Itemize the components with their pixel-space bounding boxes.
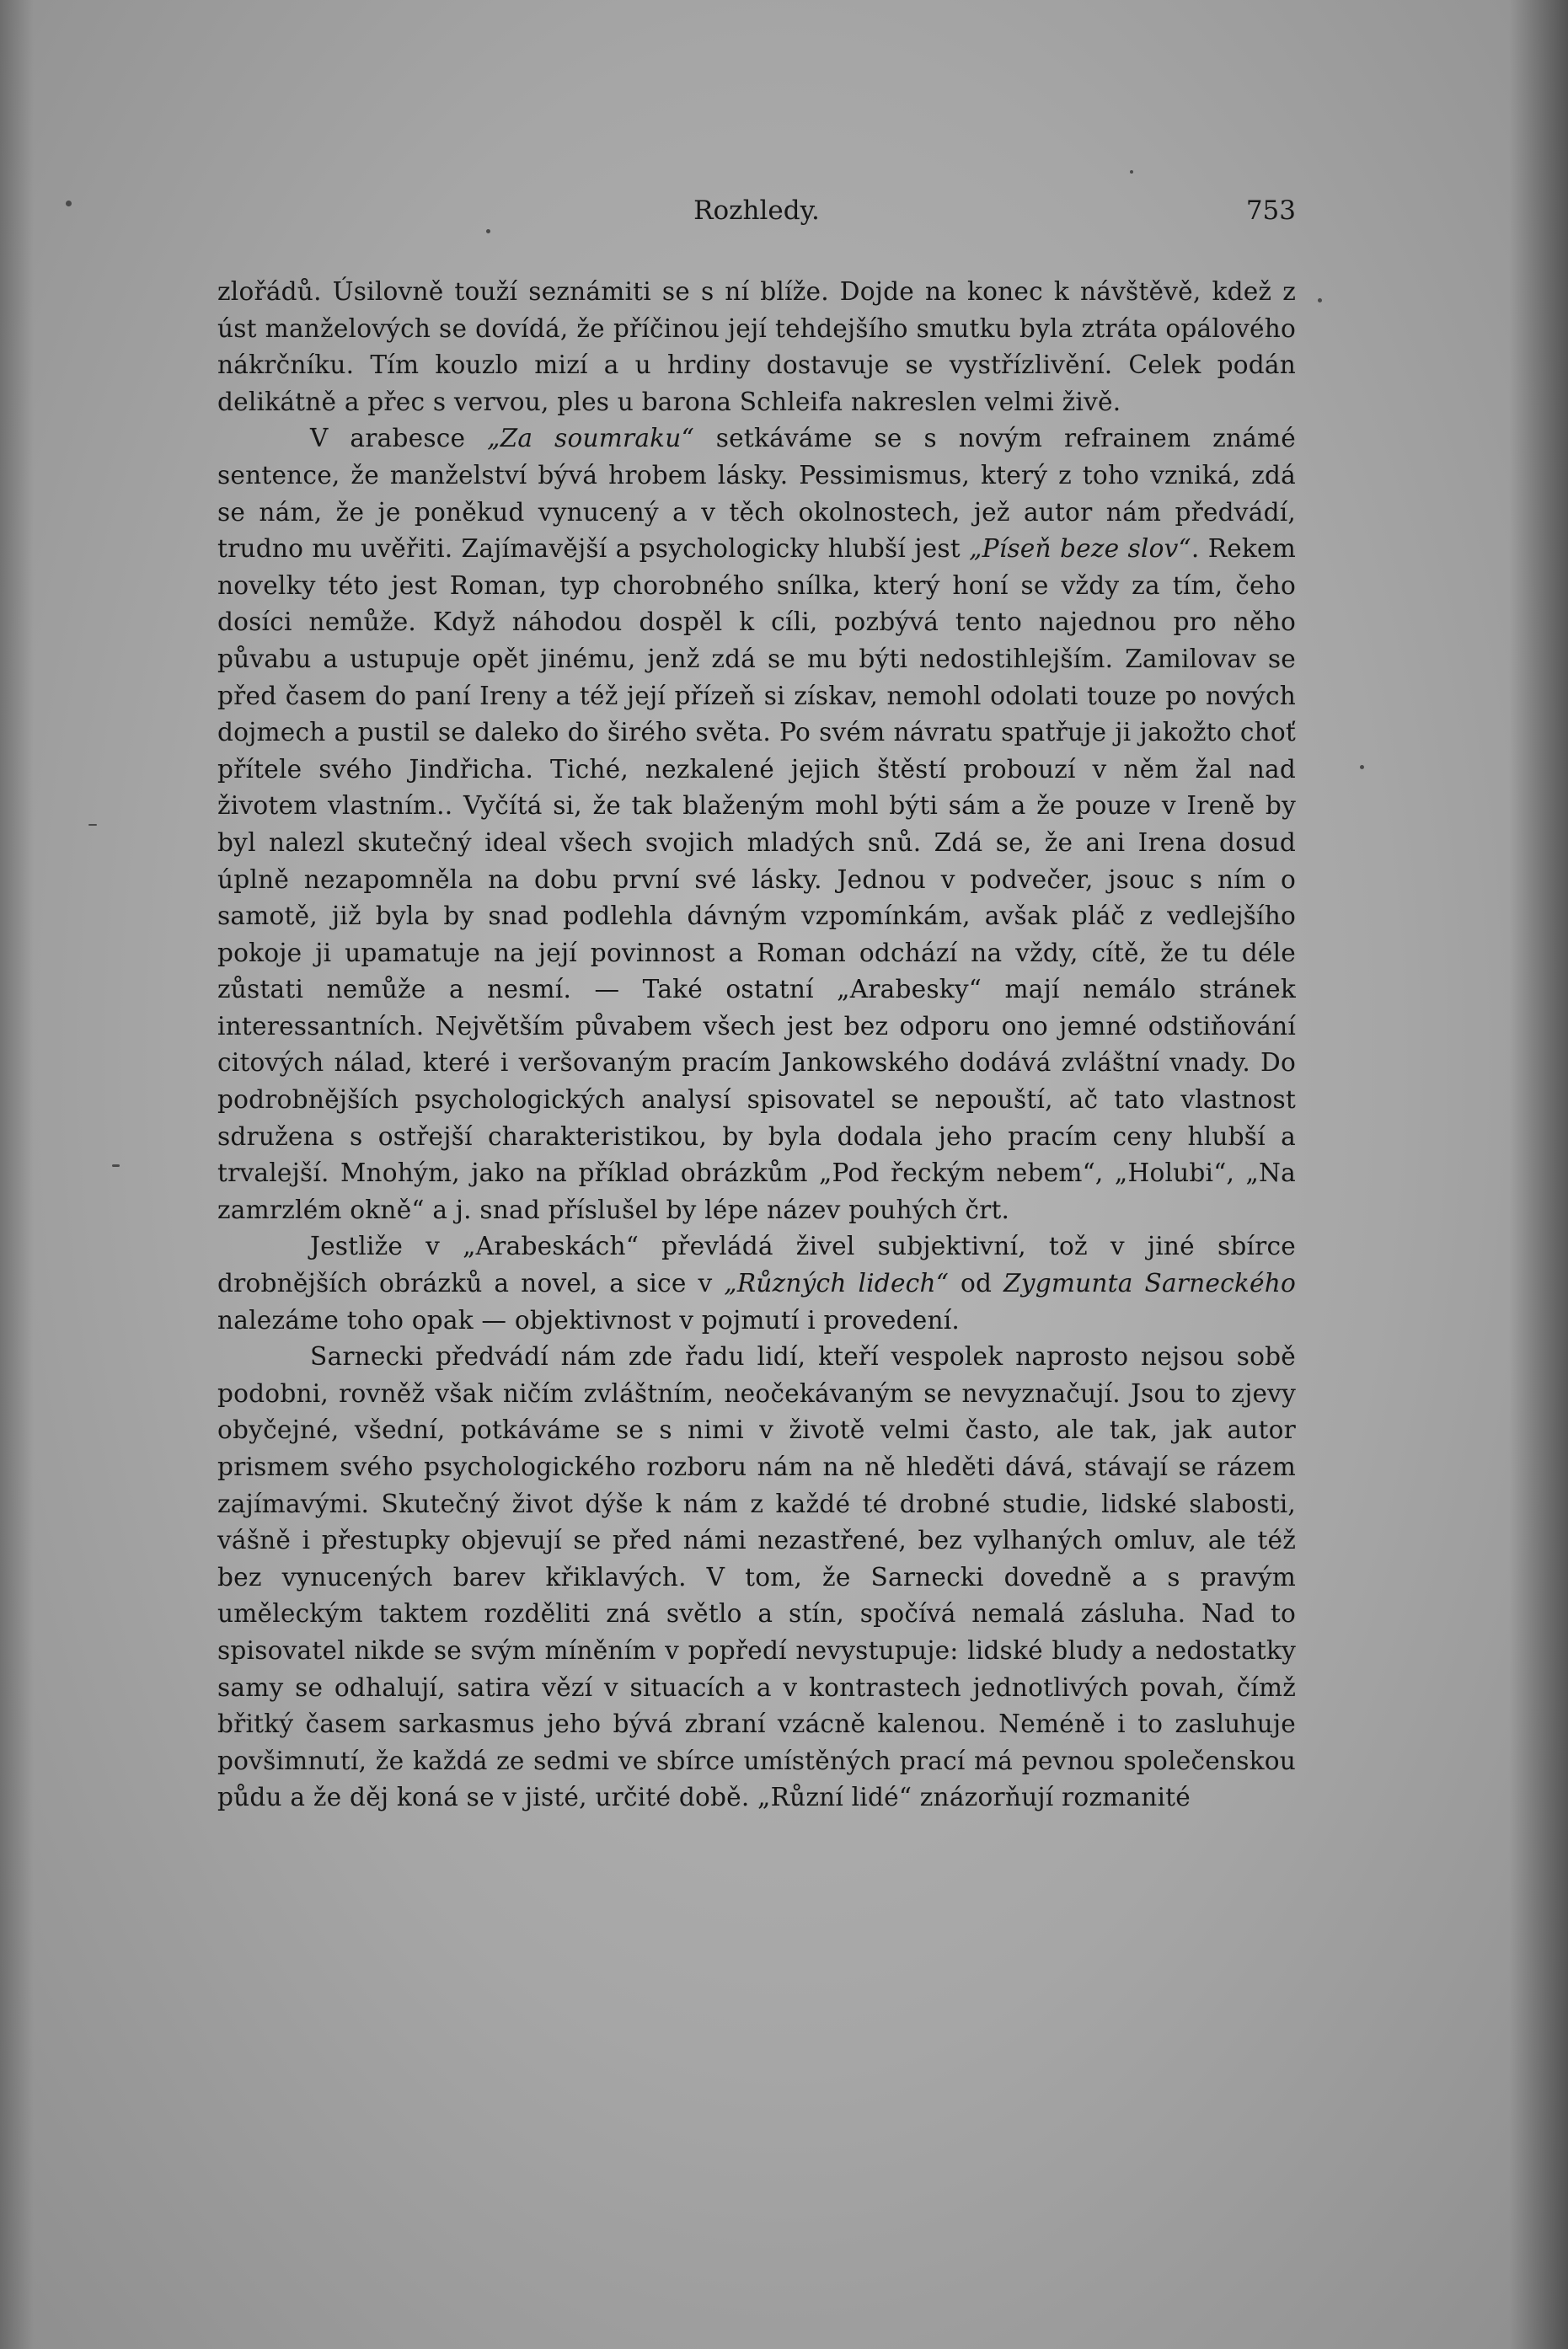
text-run: Jestliže v „Arabeskách“ převládá živel subjektivní, tož v jiné sbírce drobnějších obrázků a novel, a sice v (217, 1232, 1296, 1298)
scan-speck (1360, 765, 1364, 769)
scan-speck (66, 201, 72, 206)
scan-speck (1130, 170, 1133, 174)
scan-speck (88, 824, 97, 826)
italic-title: „Píseň beze slov“ (969, 534, 1191, 564)
left-edge-shadow (0, 0, 34, 2349)
text-run: od (949, 1269, 1004, 1298)
page-number: 753 (1245, 195, 1296, 226)
scan-speck (1318, 298, 1322, 302)
article-body (217, 274, 1296, 1817)
paragraph (217, 1228, 1296, 1339)
text-run: nalezáme toho opak — objektivnost v pojmutí i provedení. (217, 1305, 961, 1335)
italic-title: „Za soumraku“ (487, 424, 694, 453)
paragraph (217, 1339, 1296, 1817)
text-run: V arabesce (310, 424, 488, 453)
text-run: Sarnecki předvádí nám zde řadu lidí, kteří vespolek naprosto nejsou sobě podobni, rovněž však ničím zvláštním, neočekávaným se nevyznačují. Jsou to zjevy obyčejné, všední, potkáváme se s nimi v životě velmi často, ale tak, jak autor prismem svého psychologického rozboru nám na ně hleděti dává, stávají se rázem zajímavými. Skutečný život dýše k nám z každé té drobné studie, lidské slabosti, vášně i přestupky objevují se před námi nezastřené, bez vylhaných omluv, ale též bez vynucených barev křiklavých. V tom, že Sarnecki dovedně a s pravým uměleckým taktem rozděliti zná světlo a stín, spočívá nemalá zásluha. Nad to spisovatel nikde se svým míněním v popředí nevystupuje: lidské bludy a nedostatky samy se odhalují, satira vězí v situacích a v kontrastech jednotlivých povah, čímž břitký časem sarkasmus jeho bývá zbraní vzácně kalenou. Neméně i to zasluhuje povšimnutí, že každá ze sedmi ve sbírce umístěných prací má pevnou společenskou půdu a že děj koná se v jisté, určité době. „Různí lidé“ znázorňují rozmanité (217, 1342, 1296, 1812)
italic-title: „Různých lidech“ (724, 1269, 950, 1298)
text-run: . Rekem novelky této jest Roman, typ chorobného snílka, který honí se vždy za tím, čeho dosíci nemůže. Když náhodou dospěl k cíli, pozbývá tento najednou pro něho půvabu a ustupuje opět jinému, jenž zdá se mu býti nedostihlejším. Zamilovav se před časem do paní Ireny a též její přízeň si získav, nemohl odolati touze po nových dojmech a pustil se daleko do širého světa. Po svém návratu spatřuje ji jakožto choť přítele svého Jindřicha. Tiché, nezkalené jejich štěstí probouzí v něm žal nad životem vlastním.. Vyčítá si, že tak blaženým mohl býti sám a že pouze v Ireně by byl nalezl skutečný ideal všech svojich mladých snů. Zdá se, že ani Irena dosud úplně nezapomněla na dobu první své lásky. Jednou v podvečer, jsouc s ním o samotě, již byla by snad podlehla dávným vzpomínkám, avšak pláč z vedlejšího pokoje ji upamatuje na její povinnost a Roman odchází na vždy, cítě, že tu déle zůstati nemůže a nesmí. — Také ostatní „Arabesky“ mají nemálo stránek interessantních. Největším půvabem všech jest bez odporu ono jemné odstiňování citových nálad, které i veršovaným pracím Jankowského dodává zvláštní vnady. Do podrobnějších psychologických analysí spisovatel se nepouští, ač tato vlastnost sdružena s ostřejší charakteristikou, by byla dodala jeho pracím ceny hlubší a trvalejší. Mnohým, jako na příklad obrázkům „Pod řeckým nebem“, „Holubi“, „Na zamrzlém okně“ a j. snad příslušel by lépe název pouhých črt. (217, 534, 1297, 1224)
italic-title: Zygmunta Sarneckého (1003, 1269, 1296, 1298)
paragraph (217, 420, 1296, 1228)
text-run: setkáváme se s novým refrainem známé sentence, že manželství bývá hrobem lásky. Pessimismus, který z toho vzniká, zdá se nám, že je poněkud vynucený a v těch okolnostech, jež autor nám předvádí, trudno mu uvěřiti. Zajímavější a psychologicky hlubší jest (217, 424, 1296, 564)
running-title: Rozhledy. (693, 195, 820, 226)
page-header (217, 195, 1296, 236)
scan-speck (112, 1164, 120, 1167)
right-edge-shadow (1509, 0, 1568, 2349)
paragraph (217, 274, 1296, 420)
text-run: zlořádů. Úsilovně touží seznámiti se s ní blíže. Dojde na konec k návštěvě, kdež z úst manželových se dovídá, že příčinou její tehdejšího smutku byla ztráta opálového nákrčníku. Tím kouzlo mizí a u hrdiny dostavuje se vystřízlivění. Celek podán delikátně a přec s vervou, ples u barona Schleifa nakreslen velmi živě. (217, 277, 1296, 416)
